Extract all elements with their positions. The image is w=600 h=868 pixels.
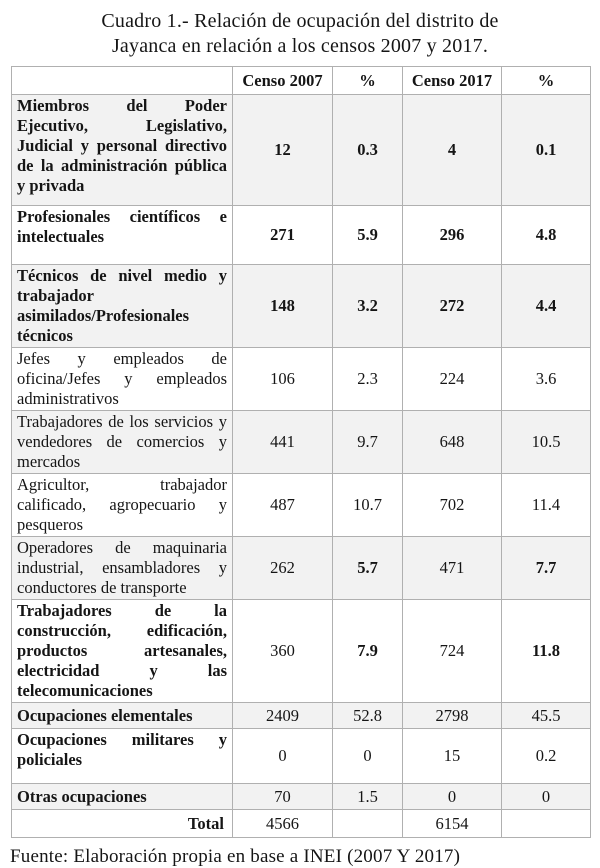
row-label: Otras ocupaciones xyxy=(17,786,147,806)
header-row xyxy=(12,67,591,95)
table-caption-line2: Jayanca en relación a los censos 2007 y 2017. xyxy=(111,35,489,57)
row-label-cell xyxy=(12,348,233,411)
cell-pct-2017: 45.5 xyxy=(502,703,591,729)
total-censo-2017: 6154 xyxy=(403,810,502,838)
cell-pct-2007: 10.7 xyxy=(333,474,403,537)
row-label: Jefes y empleados de oficina/Jefes y empleados administrativos xyxy=(17,349,227,408)
cell-censo-2007: 106 xyxy=(233,348,333,411)
occupation-table xyxy=(11,66,591,838)
cell-censo-2017: 224 xyxy=(403,348,502,411)
total-pct-2017 xyxy=(502,810,591,838)
cell-censo-2007: 271 xyxy=(233,206,333,265)
row-label: Miembros del Poder Ejecutivo, Legislativo, Judicial y personal directivo de la administración pública y privada xyxy=(17,96,227,195)
table-row xyxy=(12,411,591,474)
cell-pct-2007: 9.7 xyxy=(333,411,403,474)
row-label: Trabajadores de los servicios y vendedores de comercios y mercados xyxy=(17,412,227,471)
cell-censo-2007: 487 xyxy=(233,474,333,537)
row-label-cell xyxy=(12,703,233,729)
row-label-cell xyxy=(12,784,233,810)
total-label: Total xyxy=(12,810,233,838)
header-pct-2017: % xyxy=(502,67,591,95)
cell-censo-2007: 2409 xyxy=(233,703,333,729)
total-row xyxy=(12,810,591,838)
cell-pct-2007: 1.5 xyxy=(333,784,403,810)
row-label: Agricultor, trabajador calificado, agropecuario y pesqueros xyxy=(17,475,227,534)
table-row xyxy=(12,265,591,348)
cell-pct-2017: 7.7 xyxy=(502,537,591,600)
table-caption-line1: Cuadro 1.- Relación de ocupación del distrito de xyxy=(101,10,499,32)
total-censo-2007: 4566 xyxy=(233,810,333,838)
cell-censo-2017: 648 xyxy=(403,411,502,474)
cell-pct-2007: 52.8 xyxy=(333,703,403,729)
cell-censo-2007: 70 xyxy=(233,784,333,810)
cell-censo-2007: 12 xyxy=(233,95,333,206)
cell-pct-2007: 7.9 xyxy=(333,600,403,703)
row-label-cell xyxy=(12,729,233,784)
table-row xyxy=(12,348,591,411)
table-row xyxy=(12,474,591,537)
cell-censo-2017: 724 xyxy=(403,600,502,703)
row-label: Operadores de maquinaria industrial, ensambladores y conductores de transporte xyxy=(17,538,227,597)
cell-pct-2007: 2.3 xyxy=(333,348,403,411)
cell-pct-2017: 0.2 xyxy=(502,729,591,784)
cell-pct-2017: 3.6 xyxy=(502,348,591,411)
row-label: Profesionales científicos e intelectuales xyxy=(17,207,227,246)
cell-pct-2017: 0.1 xyxy=(502,95,591,206)
table-row xyxy=(12,206,591,265)
row-label-cell xyxy=(12,265,233,348)
cell-censo-2017: 272 xyxy=(403,265,502,348)
cell-censo-2017: 296 xyxy=(403,206,502,265)
table-row xyxy=(12,95,591,206)
cell-censo-2007: 441 xyxy=(233,411,333,474)
cell-pct-2007: 5.7 xyxy=(333,537,403,600)
cell-censo-2017: 2798 xyxy=(403,703,502,729)
table-row xyxy=(12,537,591,600)
cell-censo-2017: 702 xyxy=(403,474,502,537)
cell-censo-2007: 0 xyxy=(233,729,333,784)
table-row xyxy=(12,600,591,703)
header-censo-2017: Censo 2017 xyxy=(403,67,502,95)
table-row xyxy=(12,729,591,784)
cell-pct-2007: 0 xyxy=(333,729,403,784)
cell-pct-2007: 3.2 xyxy=(333,265,403,348)
cell-censo-2007: 360 xyxy=(233,600,333,703)
header-pct-2007: % xyxy=(333,67,403,95)
cell-censo-2017: 4 xyxy=(403,95,502,206)
cell-pct-2017: 11.8 xyxy=(502,600,591,703)
source-note: Fuente: Elaboración propia en base a INEI (2007 Y 2017) xyxy=(10,846,461,867)
table-row xyxy=(12,703,591,729)
table-row xyxy=(12,784,591,810)
cell-censo-2017: 0 xyxy=(403,784,502,810)
cell-pct-2017: 4.8 xyxy=(502,206,591,265)
row-label-cell xyxy=(12,411,233,474)
row-label-cell xyxy=(12,474,233,537)
cell-pct-2017: 10.5 xyxy=(502,411,591,474)
row-label-cell xyxy=(12,206,233,265)
cell-pct-2017: 11.4 xyxy=(502,474,591,537)
row-label-cell xyxy=(12,537,233,600)
cell-pct-2017: 4.4 xyxy=(502,265,591,348)
row-label-cell xyxy=(12,95,233,206)
header-censo-2007: Censo 2007 xyxy=(233,67,333,95)
cell-censo-2017: 471 xyxy=(403,537,502,600)
header-empty xyxy=(12,67,233,95)
cell-censo-2007: 262 xyxy=(233,537,333,600)
cell-censo-2007: 148 xyxy=(233,265,333,348)
row-label: Técnicos de nivel medio y trabajador asimilados/Profesionales técnicos xyxy=(17,266,227,345)
cell-pct-2007: 5.9 xyxy=(333,206,403,265)
row-label: Ocupaciones militares y policiales xyxy=(17,730,227,769)
cell-pct-2017: 0 xyxy=(502,784,591,810)
cell-pct-2007: 0.3 xyxy=(333,95,403,206)
table-caption xyxy=(0,9,600,59)
cell-censo-2017: 15 xyxy=(403,729,502,784)
total-pct-2007 xyxy=(333,810,403,838)
row-label: Trabajadores de la construcción, edificación, productos artesanales, electricidad y las telecomunicaciones xyxy=(17,601,227,700)
row-label: Ocupaciones elementales xyxy=(17,705,193,725)
row-label-cell xyxy=(12,600,233,703)
